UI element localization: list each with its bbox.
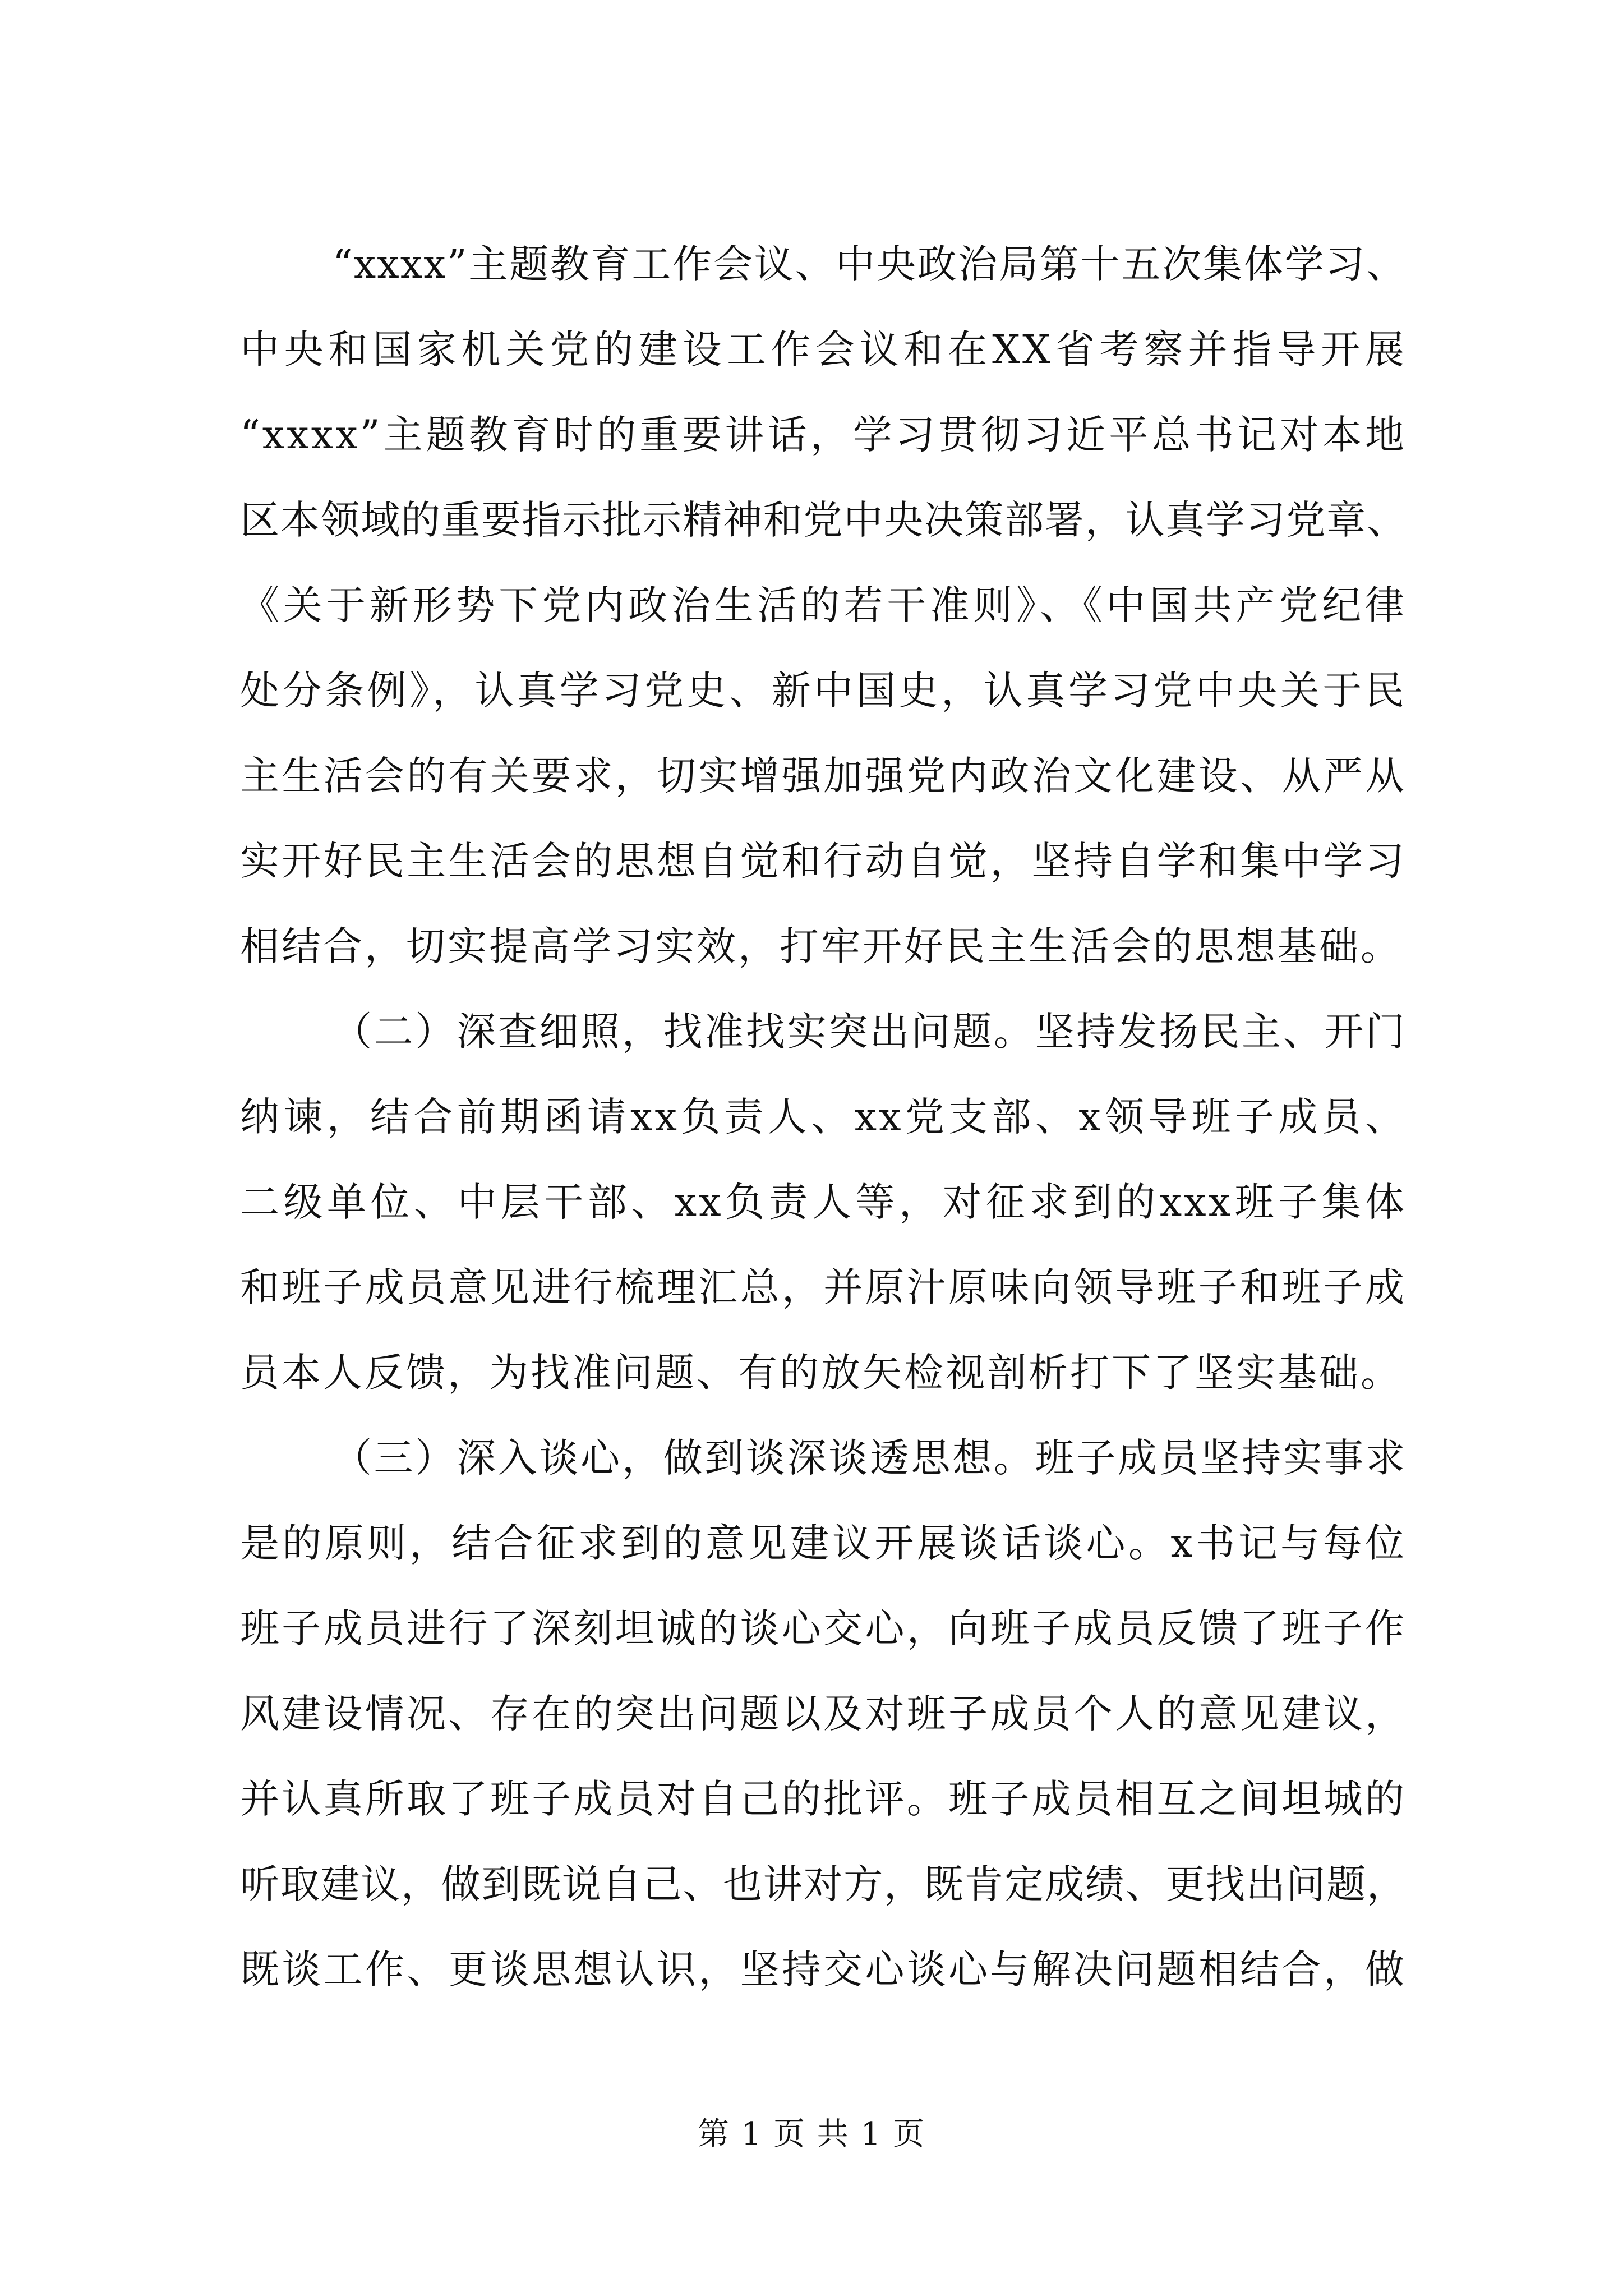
text-line: “xxxx”主题教育时的重要讲话，学习贯彻习近平总书记对本地 [240, 412, 1407, 458]
text-line: 中央和国家机关党的建设工作会议和在XX省考察并指导开展 [240, 326, 1407, 372]
text-line: （二）深查细照，找准找实突出问题。坚持发扬民主、开门 [333, 1009, 1407, 1055]
page-footer: 第 1 页 共 1 页 [697, 2116, 926, 2152]
text-line: “xxxx”主题教育工作会议、中央政治局第十五次集体学习、 [333, 241, 1407, 287]
text-line: 《关于新形势下党内政治生活的若干准则》、《中国共产党纪律 [240, 582, 1407, 628]
text-line: 相结合，切实提高学习实效，打牢开好民主生活会的思想基础。 [240, 923, 1402, 969]
text-line: 是的原则，结合征求到的意见建议开展谈话谈心。x书记与每位 [240, 1520, 1407, 1566]
text-line: 和班子成员意见进行梳理汇总，并原汁原味向领导班子和班子成 [240, 1264, 1407, 1310]
text-line: 既谈工作、更谈思想认识，坚持交心谈心与解决问题相结合，做 [240, 1947, 1407, 1993]
text-line: 并认真所取了班子成员对自己的批评。班子成员相互之间坦城的 [240, 1776, 1407, 1822]
text-line: （三）深入谈心，做到谈深谈透思想。班子成员坚持实事求 [333, 1435, 1407, 1481]
text-line: 风建设情况、存在的突出问题以及对班子成员个人的意见建议， [240, 1691, 1407, 1737]
text-line: 区本领域的重要指示批示精神和党中央决策部署，认真学习党章、 [240, 497, 1407, 543]
text-line: 处分条例》，认真学习党史、新中国史，认真学习党中央关于民 [240, 668, 1407, 714]
text-line: 实开好民主生活会的思想自觉和行动自觉，坚持自学和集中学习 [240, 838, 1407, 884]
text-line: 二级单位、中层干部、xx负责人等，对征求到的xxx班子集体 [240, 1179, 1407, 1225]
text-line: 纳谏，结合前期函请xx负责人、xx党支部、x领导班子成员、 [240, 1094, 1407, 1140]
text-line: 听取建议，做到既说自己、也讲对方，既肯定成绩、更找出问题， [240, 1861, 1407, 1907]
text-line: 班子成员进行了深刻坦诚的谈心交心，向班子成员反馈了班子作 [240, 1605, 1407, 1651]
text-line: 主生活会的有关要求，切实增强加强党内政治文化建设、从严从 [240, 753, 1407, 799]
text-line: 员本人反馈，为找准问题、有的放矢检视剖析打下了坚实基础。 [240, 1350, 1402, 1396]
document-body [240, 222, 1407, 2012]
